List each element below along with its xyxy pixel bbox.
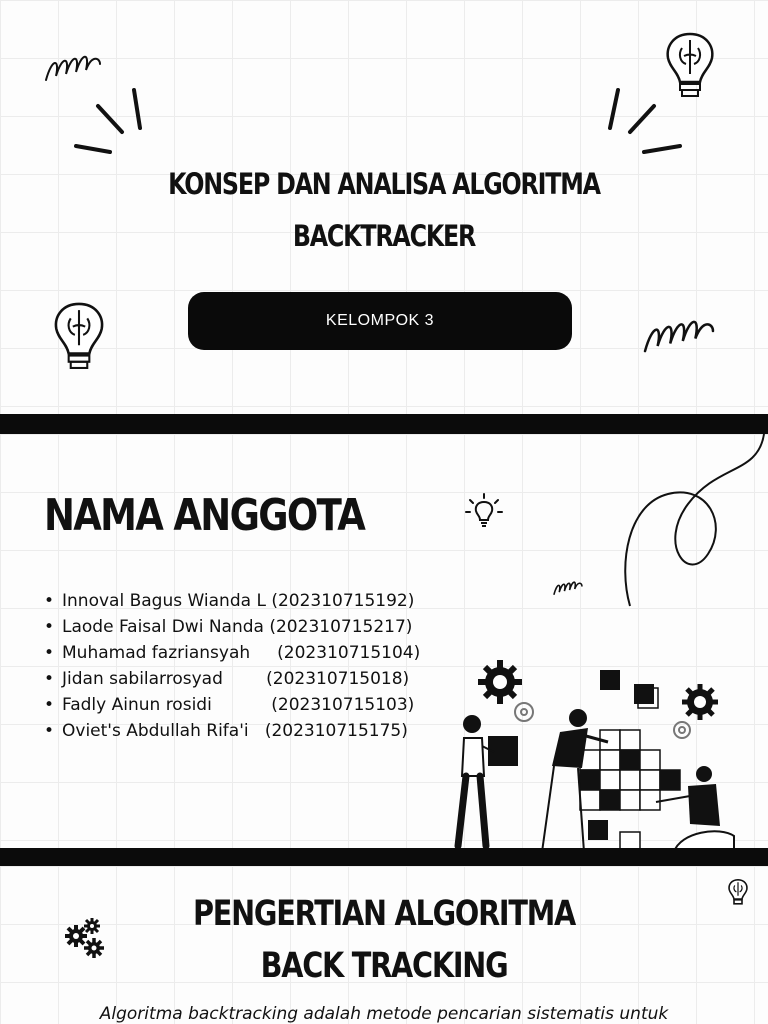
cover-title-line1: KONSEP DAN ANALISA ALGORITMA bbox=[168, 167, 600, 201]
member-nim: (202310715104) bbox=[277, 643, 421, 663]
member-name: Oviet's Abdullah Rifa'i bbox=[62, 721, 260, 741]
list-item: • Muhamad fazriansyah (202310715104) bbox=[44, 640, 420, 666]
members-list bbox=[44, 588, 420, 744]
definition-heading bbox=[69, 888, 699, 992]
definition-heading-line1: PENGERTIAN ALGORITMA bbox=[192, 894, 576, 934]
member-nim: (202310715192) bbox=[271, 591, 415, 611]
member-nim: (202310715103) bbox=[271, 695, 415, 715]
gear-icon bbox=[478, 660, 522, 704]
definition-body: Algoritma backtracking adalah metode pencarian sistematis untuk bbox=[99, 1004, 669, 1024]
list-item: • Innoval Bagus Wianda L (202310715192) bbox=[44, 588, 420, 614]
lightbulb-brain-icon bbox=[726, 878, 750, 908]
lightbulb-icon bbox=[464, 492, 504, 532]
member-name: Laode Faisal Dwi Nanda bbox=[62, 617, 264, 637]
member-name: Jidan sabilarrosyad bbox=[62, 669, 261, 689]
slide-divider bbox=[0, 414, 768, 434]
lightbulb-brain-icon bbox=[660, 30, 720, 104]
loop-line-icon bbox=[618, 434, 768, 610]
list-item: • Fadly Ainun rosidi (202310715103) bbox=[44, 692, 420, 718]
group-label-badge: KELOMPOK 3 bbox=[188, 292, 572, 350]
member-nim: (202310715175) bbox=[264, 721, 408, 741]
definition-heading-line2: BACK TRACKING bbox=[260, 946, 508, 986]
squiggle-icon bbox=[552, 576, 584, 600]
members-heading: NAMA ANGGOTA bbox=[44, 490, 365, 541]
list-item: • Oviet's Abdullah Rifa'i (202310715175) bbox=[44, 718, 420, 744]
lightbulb-brain-icon bbox=[48, 298, 110, 378]
slide-divider bbox=[0, 848, 768, 866]
cover-title bbox=[69, 158, 699, 262]
member-name: Muhamad fazriansyah bbox=[62, 643, 272, 663]
gear-icon bbox=[515, 703, 533, 721]
burst-lines-icon bbox=[70, 86, 156, 158]
member-nim: (202310715217) bbox=[269, 617, 413, 637]
cover-title-line2: BACKTRACKER bbox=[292, 219, 476, 253]
member-name: Fadly Ainun rosidi bbox=[62, 695, 266, 715]
member-name: Innoval Bagus Wianda L bbox=[62, 591, 266, 611]
squiggle-icon bbox=[42, 48, 104, 88]
list-item: • Laode Faisal Dwi Nanda (202310715217) bbox=[44, 614, 420, 640]
gear-icon bbox=[674, 722, 690, 738]
squiggle-icon bbox=[640, 310, 718, 362]
list-item: • Jidan sabilarrosyad (202310715018) bbox=[44, 666, 420, 692]
gear-icon bbox=[682, 684, 718, 720]
teamwork-illustration bbox=[430, 656, 750, 866]
member-nim: (202310715018) bbox=[266, 669, 410, 689]
